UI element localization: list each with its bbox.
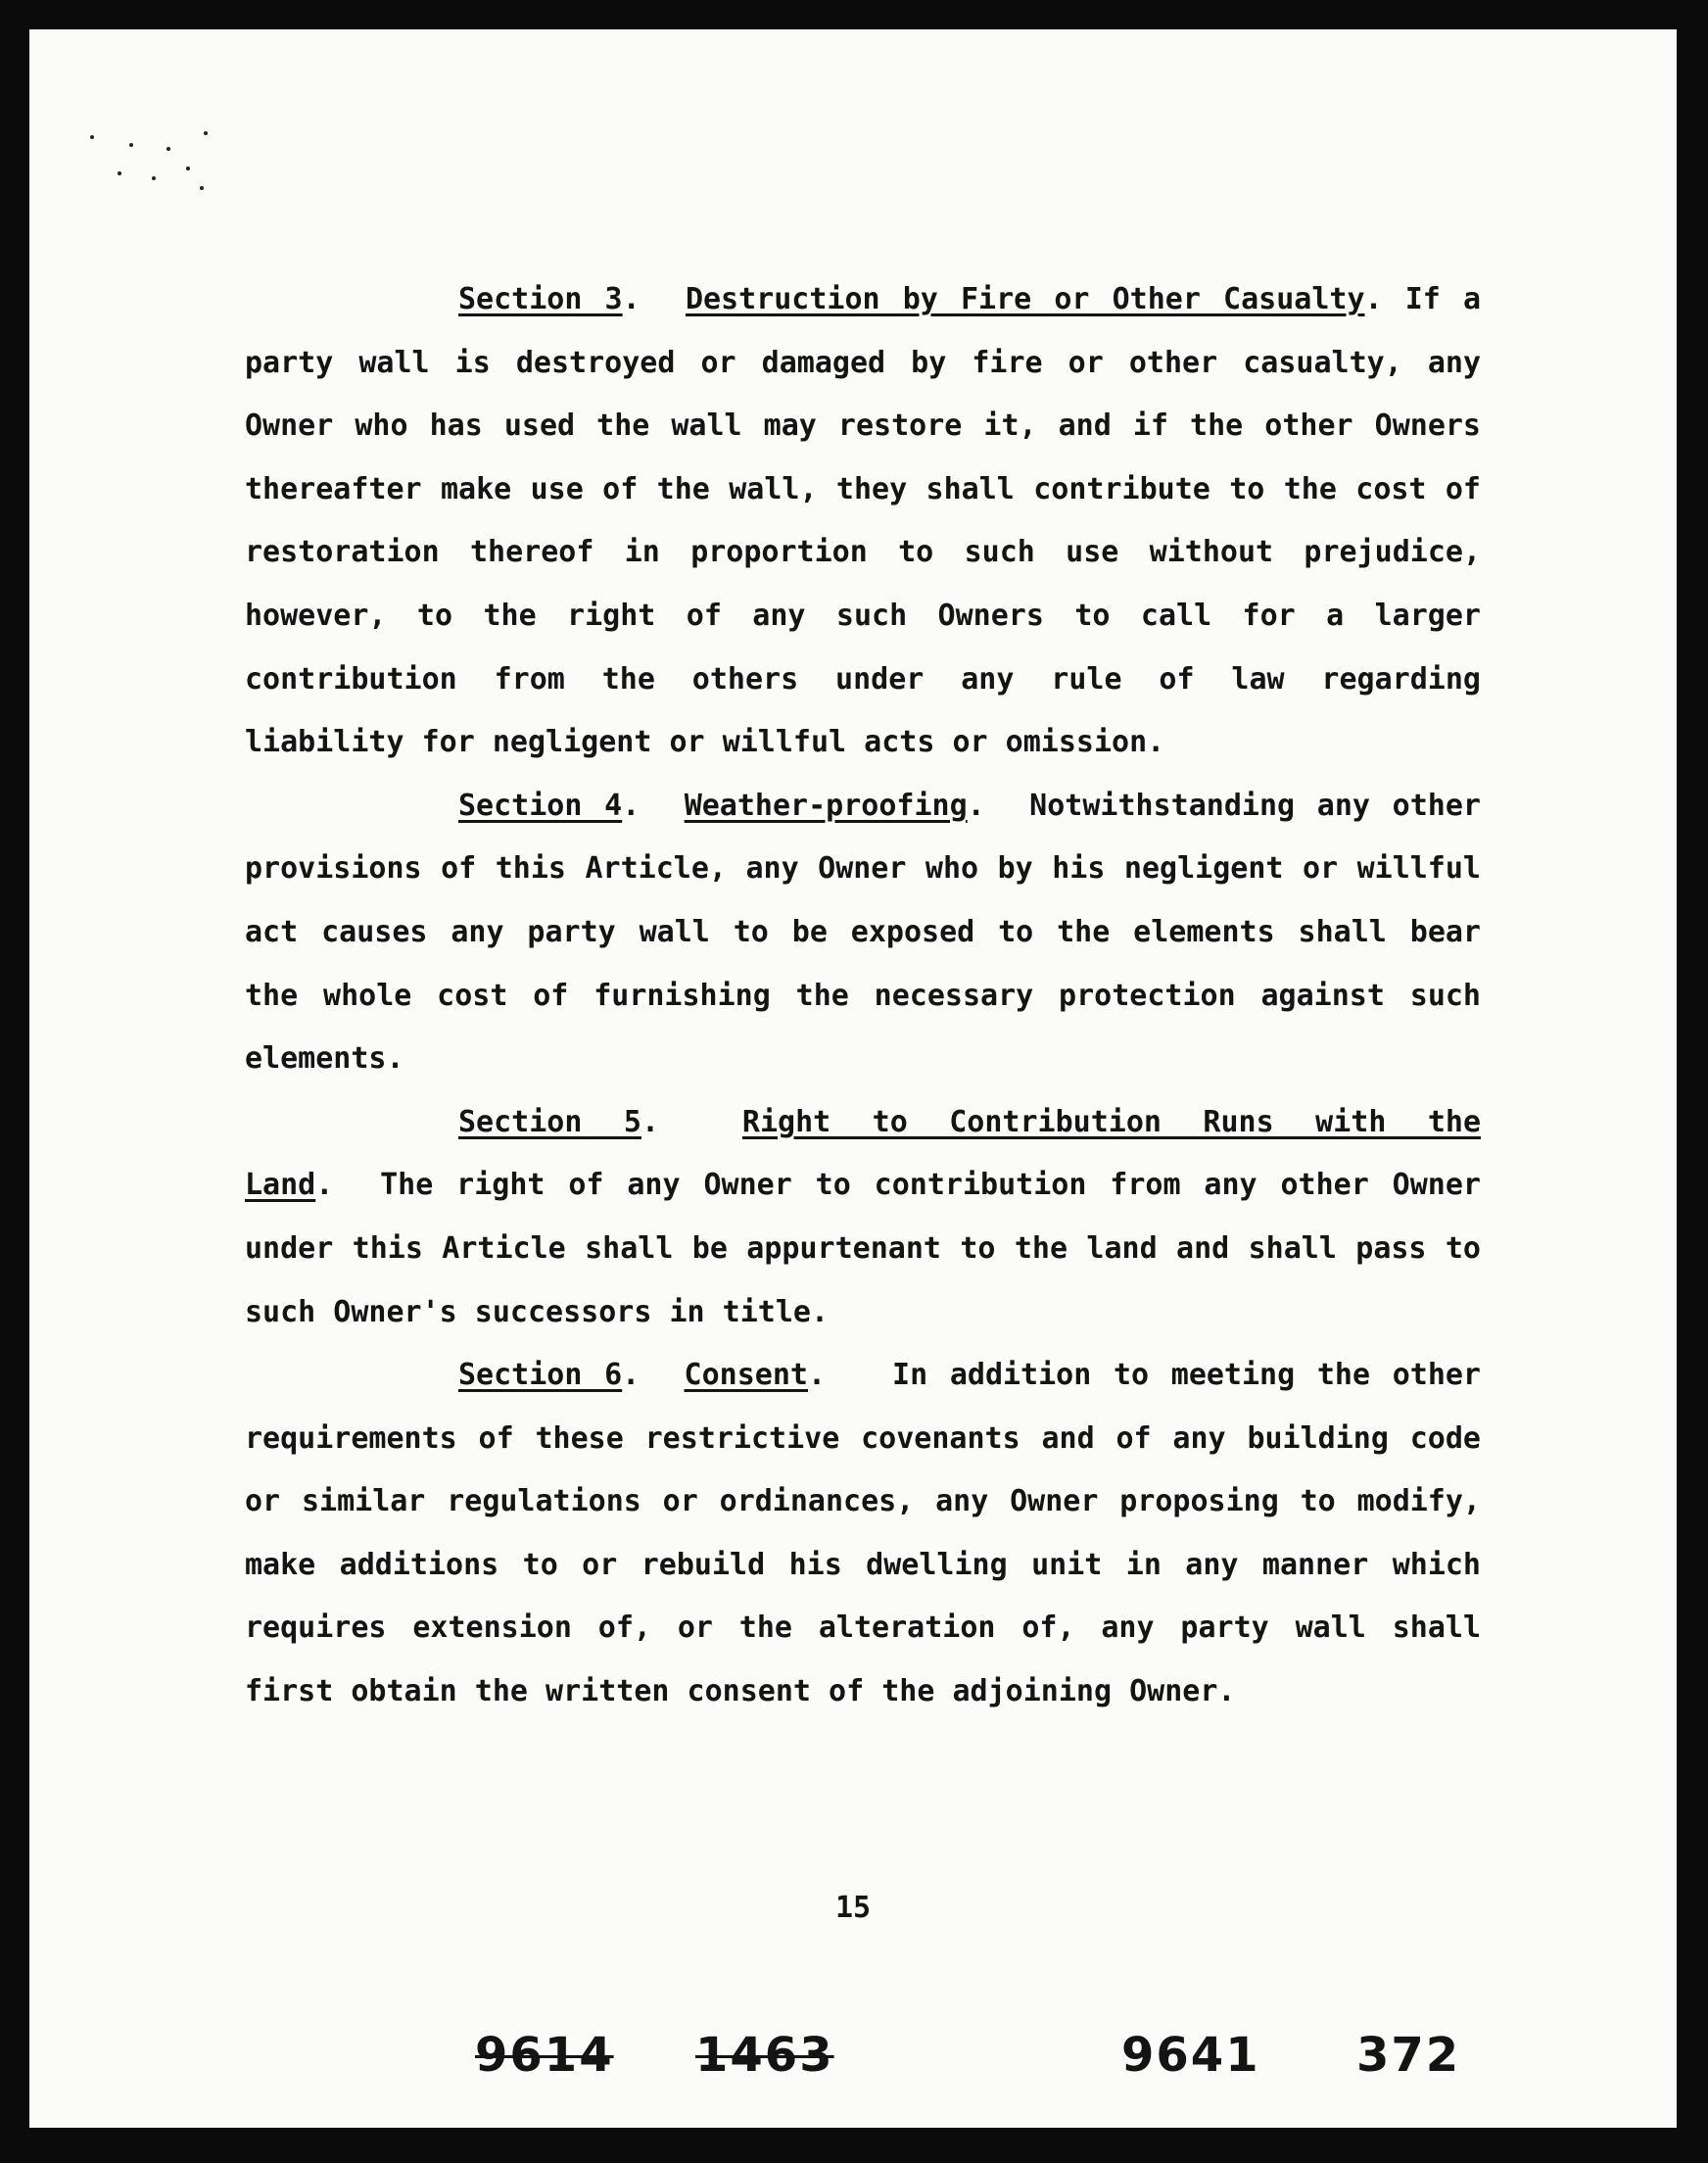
struck-stamp-right: 1463 [695,2028,834,2083]
speck [200,186,204,190]
section-5-title: Right to Contribution Runs with the Land [245,1104,1482,1203]
section-4-text: Notwithstanding any other provisions of this Article, any Owner who by his negligent or willful act causes any party wall to be exposed to the elements shall bear the whole cost of furnishing the necessary protection against such elements. [245,788,1481,1077]
section-3-number: Section 3 [458,282,623,316]
speck [186,167,190,170]
speck [118,171,121,175]
struck-stamp-left: 9614 [475,2028,614,2083]
section-3: Section 3. Destruction by Fire or Other Casualty. If a party wall is destroyed or damaged by fire or other casualty, any Owner who has used the wall may restore it, and if the other Owners thereafter make use of the wall, they shall contribute to the cost of restoration thereof in proportion to such use without prejudice, however, to the right of any such Owners to call for a larger contribution from the others under any rule of law regarding liability for negligent or willful acts or omission. [245,282,1482,760]
document-body [245,268,1481,1724]
section-6-text: In addition to meeting the other requirements of these restrictive covenants and of any building code or similar regulations or ordinances, any Owner proposing to modify, make additions to or rebuild his dwelling unit in any manner which requires extension of, or the alteration of, any party wall shall first obtain the written consent of the adjoining Owner. [245,1358,1481,1709]
speck [204,131,208,135]
section-4: Section 4. Weather-proofing. Notwithstanding any other provisions of this Article, any Owner who by his negligent or willful act causes any party wall to be exposed to the elements shall bear the whole cost of furnishing the necessary protection against such elements. [245,788,1481,1077]
speck [152,176,156,180]
page-number-stamp: 372 [1356,2028,1461,2083]
speck [90,135,94,139]
speck [129,143,133,147]
speck [166,147,170,151]
section-5-number: Section 5 [458,1104,641,1139]
section-6: Section 6. Consent. In addition to meeting the other requirements of these restrictive covenants and of any building code or similar regulations or ordinances, any Owner proposing to modify, make additions to or rebuild his dwelling unit in any manner which requires extension of, or the alteration of, any party wall shall first obtain the written consent of the adjoining Owner. [245,1358,1481,1709]
page-number: 15 [834,1891,872,1925]
section-5-text: The right of any Owner to contribution from any other Owner under this Article shall be appurtenant to the land and shall pass to such Owner's successors in title. [245,1168,1481,1329]
section-4-title: Weather-proofing [684,788,968,823]
section-6-title: Consent [684,1358,808,1393]
section-3-text: If a party wall is destroyed or damaged by fire or other casualty, any Owner who has used the wall may restore it, and if the other Owners thereafter make use of the wall, they shall contribute to the cost of restoration thereof in proportion to such use without prejudice, however, to the right of any such Owners to call for a larger contribution from the others under any rule of law regarding liability for negligent or willful acts or omission. [245,282,1482,760]
section-6-number: Section 6 [458,1358,623,1393]
section-4-number: Section 4 [458,788,623,823]
section-5: Section 5. Right to Contribution Runs with the Land. The right of any Owner to contribution from any other Owner under this Article shall be appurtenant to the land and shall pass to such Owner's successors in title. [245,1104,1482,1329]
document-page [29,29,1677,2128]
book-number-stamp: 9641 [1121,2028,1260,2083]
section-3-title: Destruction by Fire or Other Casualty [685,282,1365,316]
